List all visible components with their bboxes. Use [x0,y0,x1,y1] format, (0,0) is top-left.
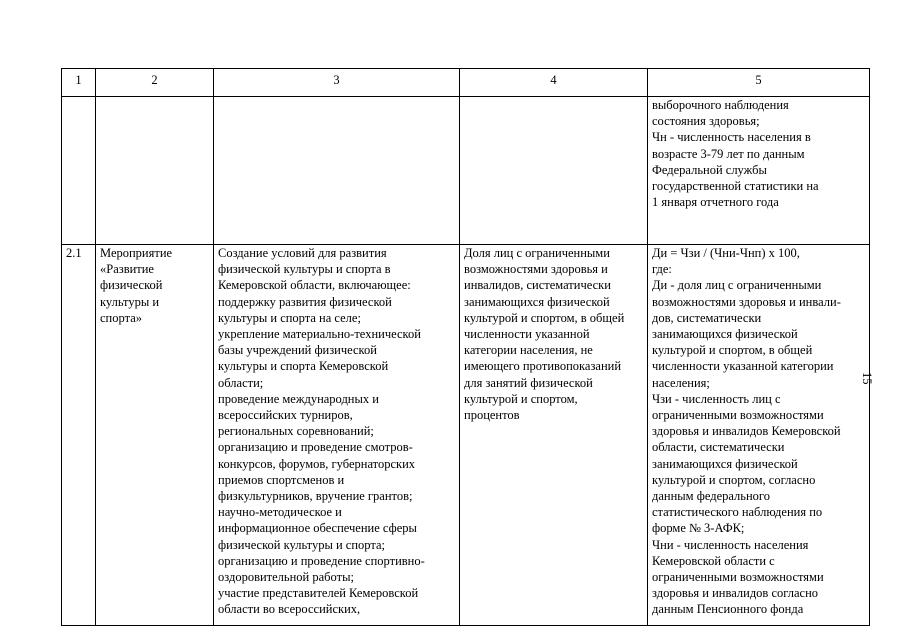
measure-name: Мероприятие «Развитие физической культуры и спорта» [100,246,173,325]
continuation-cell-formula [648,97,870,245]
header-cell-4: 4 [460,69,648,97]
continuation-cell-4 [460,97,648,245]
measure-content: Создание условий для развития физической культуры и спорта в Кемеровской области, включающее: поддержку развития физической культуры и спорта на селе; укрепление материально-технической базы учреждений физической культуры и спорта Кемеровской области; проведение международных и всероссийских турниров, региональных соревнований; организацию и проведение смотров- конкурсов, форумов, губернаторских приемов спортсменов и физкультурников, вручение грантов; научно-методическое и информационное обеспечение сферы физической культуры и спорта; организацию и проведение спортивно- оздоровительной работы; участие представителей Кемеровской области во всероссийских, [218,246,425,617]
continuation-cell-2 [96,97,214,245]
indicator-formula: Ди = Чзи / (Чни-Чнп) х 100, где: Ди - доля лиц с ограниченными возможностями здоровья и инвали- дов, систематически занимающихся физической культурой и спортом, в общей численности указанной категории населения; Чзи - численность лиц с ограниченными возможностями здоровья и инвалидов Кемеровской области, систематически занимающихся физической культурой и спортом, согласно данным федерального статистического наблюдения по форме № 3-АФК; Чни - численность населения Кемеровской области с ограниченными возможностями здоровья и инвалидов согласно данным Пенсионного фонда [652,246,841,617]
table-row-2-1 [62,245,870,626]
page-number: 15 [860,372,874,385]
continuation-cell-1 [62,97,96,245]
header-cell-2: 2 [96,69,214,97]
table-header-row [62,69,870,97]
continuation-cell-3 [214,97,460,245]
header-cell-1: 1 [62,69,96,97]
continuation-formula-text: выборочного наблюдения состояния здоровья; Чн - численность населения в возрасте 3-79 лет по данным Федеральной службы государственной статистики на 1 января отчетного года [652,98,819,210]
indicator-name: Доля лиц с ограниченными возможностями здоровья и инвалидов, систематически занимающихся физической культурой и спортом, в общей численности указанной категории населения, не имеющего противопоказаний для занятий физической культурой и спортом, процентов [464,246,625,423]
row-number: 2.1 [66,246,82,260]
header-cell-3: 3 [214,69,460,97]
measure-content-cell [214,245,460,626]
table-row-continuation [62,97,870,245]
row-number-cell [62,245,96,626]
formula-cell [648,245,870,626]
indicator-cell [460,245,648,626]
measures-table [61,68,870,626]
measure-name-cell [96,245,214,626]
header-cell-5: 5 [648,69,870,97]
